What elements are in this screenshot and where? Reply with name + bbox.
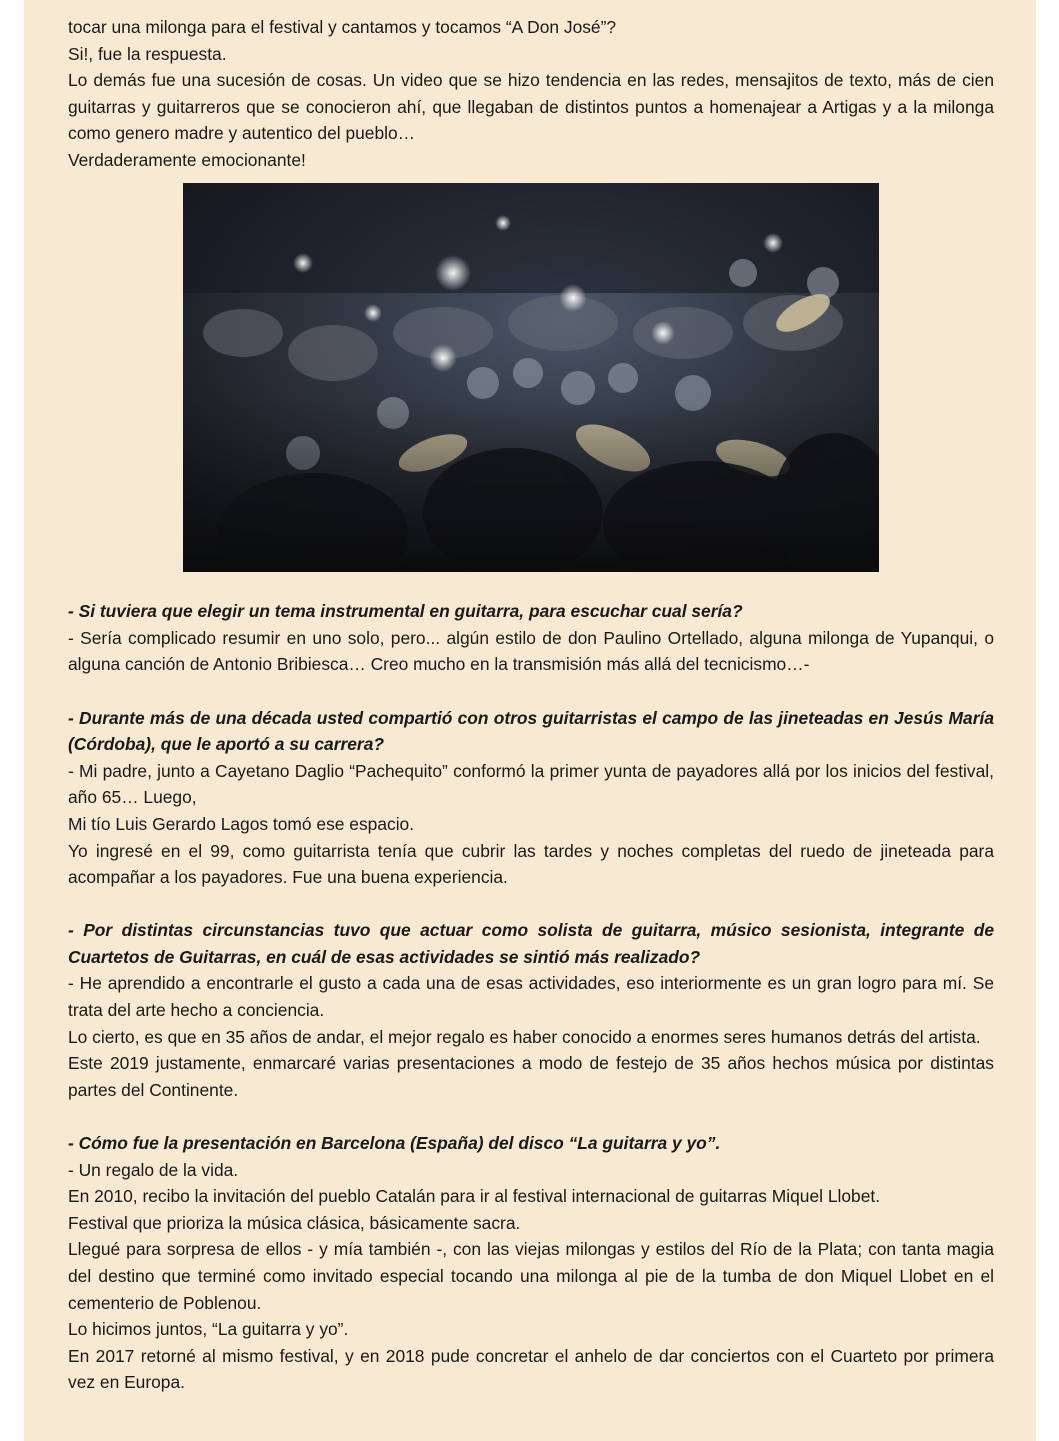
answer-4-part-5: Lo hicimos juntos, “La guitarra y yo”. xyxy=(68,1319,349,1340)
answer-4-part-4: Llegué para sorpresa de ellos - y mía también -, con las viejas milongas y estilos del Río de la Plata; con tanta magia del destino que terminé como invitado especial tocando una milonga al pie de la tumba de don Miquel Llobet en el cementerio de Poblenou. xyxy=(68,1239,994,1313)
answer-3-part-2: Lo cierto, es que en 35 años de andar, el mejor regalo es haber conocido a enormes seres humanos detrás del artista. xyxy=(68,1026,981,1047)
question-2: - Durante más de una década usted compartió con otros guitarristas el campo de las jineteadas en Jesús María (Córdoba), que le aportó a su carrera? xyxy=(68,707,994,755)
answer-3-part-3: Este 2019 justamente, enmarcaré varias presentaciones a modo de festejo de 35 años hechos música por distintas partes del Continente. xyxy=(68,1053,994,1100)
question-4: - Cómo fue la presentación en Barcelona (España) del disco “La guitarra y yo”. xyxy=(68,1133,721,1154)
answer-4-part-2: En 2010, recibo la invitación del pueblo Catalán para ir al festival internacional de guitarras Miquel Llobet. xyxy=(68,1186,881,1207)
answer-4-part-1: - Un regalo de la vida. xyxy=(68,1159,239,1180)
article-body xyxy=(68,14,994,1396)
answer-4-part-6: En 2017 retorné al mismo festival, y en 2018 pude concretar el anhelo de dar conciertos con el Cuarteto por primera vez en Europa. xyxy=(68,1345,994,1393)
answer-2-part-1: - Mi padre, junto a Cayetano Daglio “Pachequito” conformó la primer yunta de payadores allá por los inicios del festival, año 65… Luego, xyxy=(68,760,994,808)
intro-paragraph: Lo demás fue una sucesión de cosas. Un video que se hizo tendencia en las redes, mensajitos de texto, más de cien guitarras y guitarreros que se conocieron ahí, que llegaban de distintos puntos a homenajear a Artigas y a la milonga como genero madre y autentico del pueblo… xyxy=(68,70,994,144)
page-background xyxy=(24,0,1036,1441)
answer-2-part-3: Yo ingresé en el 99, como guitarrista tenía que cubrir las tardes y noches completas del ruedo de jineteada para acompañar a los payadores. Fue una buena experiencia. xyxy=(68,840,994,888)
intro-line-2: Si!, fue la respuesta. xyxy=(68,43,227,64)
answer-1: - Sería complicado resumir en uno solo, pero... algún estilo de don Paulino Ortellado, alguna milonga de Yupanqui, o alguna canción de Antonio Bribiesca… Creo mucho en la transmisión más allá del tecnicismo…- xyxy=(68,627,994,675)
article-photo xyxy=(183,183,879,572)
answer-2-part-2: Mi tío Luis Gerardo Lagos tomó ese espacio. xyxy=(68,813,415,834)
intro-line-1: tocar una milonga para el festival y cantamos y tocamos “A Don José”? xyxy=(68,17,617,37)
concert-crowd-photo xyxy=(183,183,879,572)
intro-line-3: Verdaderamente emocionante! xyxy=(68,149,306,170)
answer-3-part-1: - He aprendido a encontrarle el gusto a cada una de esas actividades, eso interiormente es un gran logro para mí. Se trata del arte hecho a conciencia. xyxy=(68,973,994,1021)
question-3: - Por distintas circunstancias tuvo que actuar como solista de guitarra, músico sesionista, integrante de Cuartetos de Guitarras, en cuál de esas actividades se sintió más realizado? xyxy=(68,920,994,967)
question-1: - Si tuviera que elegir un tema instrumental en guitarra, para escuchar cual sería? xyxy=(68,601,743,622)
answer-4-part-3: Festival que prioriza la música clásica, básicamente sacra. xyxy=(68,1212,521,1233)
